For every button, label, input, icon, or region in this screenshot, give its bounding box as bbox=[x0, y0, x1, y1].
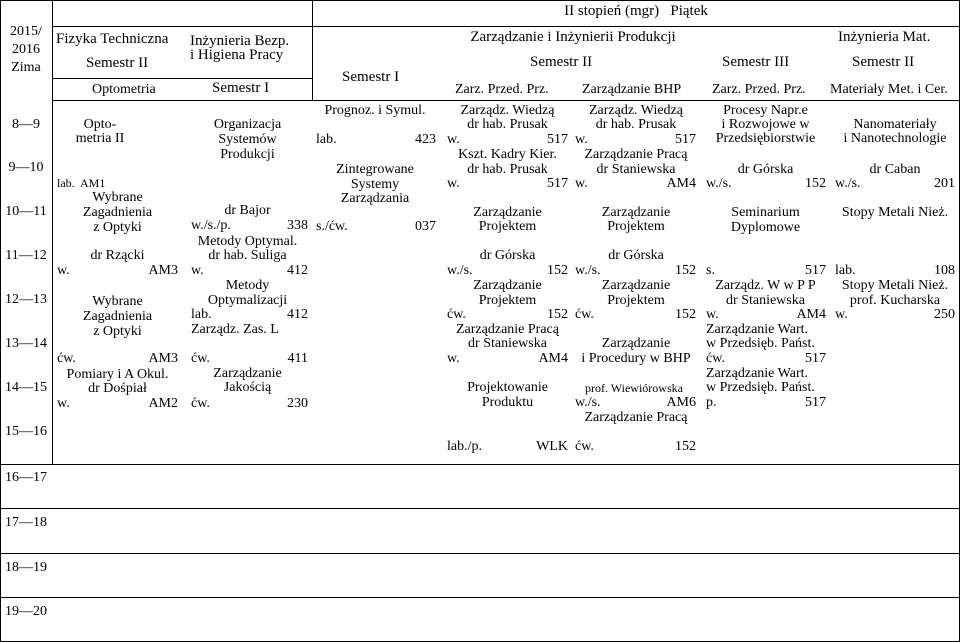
semester-label: Semestr III bbox=[722, 54, 790, 70]
hour-label: 12—13 bbox=[5, 292, 47, 307]
class-type: ćw. bbox=[57, 351, 76, 366]
class-teacher: dr Górska bbox=[608, 248, 664, 263]
class-entry: Zarządz. Wiedzą bbox=[588, 103, 683, 118]
class-room: 152 bbox=[547, 263, 568, 278]
hour-label: 16—17 bbox=[5, 470, 47, 485]
class-room: 517 bbox=[805, 351, 826, 366]
spec-optometria: Optometria bbox=[92, 82, 156, 97]
class-entry: Projektem bbox=[478, 293, 537, 308]
hour-label: 15—16 bbox=[5, 424, 47, 439]
class-entry: Zagadnienia bbox=[82, 205, 153, 220]
class-room: AM4 bbox=[796, 307, 826, 322]
spec-label: Zarządzanie BHP bbox=[582, 82, 682, 97]
class-entry: z Optyki bbox=[93, 324, 142, 339]
class-teacher: dr hab. Prusak bbox=[467, 117, 548, 132]
class-entry: Zarządzanie Pracą bbox=[584, 147, 688, 162]
class-room: 412 bbox=[287, 307, 308, 322]
class-type: lab./p. bbox=[447, 439, 482, 454]
class-type: ćw. bbox=[575, 439, 594, 454]
class-type: s. bbox=[706, 263, 715, 278]
class-type: w./s. bbox=[706, 176, 732, 191]
term-label: Zima bbox=[11, 60, 41, 75]
class-entry: Metody bbox=[225, 278, 270, 293]
year-label: 2015/ bbox=[10, 24, 42, 39]
hour-label: 10—11 bbox=[5, 204, 47, 219]
grid-line bbox=[0, 508, 960, 509]
class-entry: Zarządzanie bbox=[601, 278, 671, 293]
class-entry: Zarządzanie bbox=[473, 278, 542, 293]
class-type: w./s. bbox=[835, 176, 861, 191]
class-type: lab. bbox=[191, 307, 212, 322]
class-type: lab. bbox=[835, 263, 856, 278]
grid-line bbox=[0, 597, 960, 598]
class-entry: Projektem bbox=[607, 219, 665, 234]
class-entry: Wybrane bbox=[92, 190, 143, 205]
class-type: w. bbox=[57, 263, 70, 278]
class-room: 152 bbox=[547, 307, 568, 322]
class-type: w. bbox=[575, 132, 588, 147]
class-type: w. bbox=[191, 263, 204, 278]
class-entry: Prognoz. i Symul. bbox=[324, 103, 426, 118]
class-entry: Przedsiębiorstwie bbox=[715, 131, 816, 146]
class-type: w. bbox=[447, 176, 460, 191]
class-entry: w Przedsięb. Państ. bbox=[706, 380, 815, 395]
field-inz-bezp: Inżynieria Bezp. bbox=[190, 33, 290, 49]
class-type: p. bbox=[706, 395, 717, 410]
grid-line bbox=[0, 464, 960, 465]
class-room: 338 bbox=[287, 218, 308, 233]
class-type: ćw. bbox=[706, 351, 725, 366]
hour-label: 19—20 bbox=[5, 604, 47, 619]
class-entry: Zarządzanie bbox=[601, 205, 671, 220]
class-entry: dr Dośpiał bbox=[88, 381, 147, 396]
spec-label: Materiały Met. i Cer. bbox=[830, 82, 948, 97]
class-entry: Zarządzanie Wart. bbox=[706, 366, 808, 381]
class-entry: Organizacja bbox=[213, 117, 282, 132]
class-entry: Zarządzanie Wart. bbox=[706, 322, 808, 337]
class-room: 152 bbox=[675, 263, 696, 278]
class-entry: Systemów bbox=[218, 132, 277, 147]
class-entry: Opto- bbox=[83, 117, 117, 132]
class-type: ćw. bbox=[447, 307, 466, 322]
class-room: 250 bbox=[934, 307, 955, 322]
hour-label: 17—18 bbox=[5, 515, 47, 530]
class-room: 517 bbox=[805, 263, 826, 278]
class-teacher: dr hab. Prusak bbox=[467, 162, 548, 177]
class-room: 230 bbox=[287, 396, 308, 411]
class-entry: Zagadnienia bbox=[82, 309, 153, 324]
semester-label: Semestr II bbox=[852, 54, 915, 70]
class-entry: Produktu bbox=[481, 395, 534, 410]
class-entry: Stopy Metali Nież. bbox=[841, 278, 949, 293]
semester-label: Semestr I bbox=[212, 80, 270, 96]
class-entry: Projektowanie bbox=[467, 380, 548, 395]
grid-line bbox=[53, 78, 312, 79]
class-entry: i Nanotechnologie bbox=[843, 131, 947, 146]
class-type: w./s. bbox=[575, 395, 601, 410]
class-entry: Projektem bbox=[607, 293, 665, 308]
class-entry: Metody Optymal. bbox=[197, 234, 298, 249]
grid-line bbox=[52, 0, 53, 464]
class-entry: Zarządzania bbox=[340, 191, 410, 206]
class-room: 517 bbox=[547, 176, 568, 191]
class-entry: Kszt. Kadry Kier. bbox=[458, 147, 557, 162]
class-entry: z Optyki bbox=[93, 220, 142, 235]
class-entry: Produkcji bbox=[220, 147, 275, 162]
class-entry: Zarządzanie Pracą bbox=[456, 322, 559, 337]
class-entry: Zintegrowane bbox=[336, 162, 414, 177]
class-teacher: prof. Wiewiórowska bbox=[585, 381, 683, 395]
hour-label: 14—15 bbox=[5, 380, 47, 395]
class-entry: Optymalizacji bbox=[207, 293, 288, 308]
spec-label: Zarz. Przed. Prz. bbox=[712, 82, 806, 97]
grid-line bbox=[0, 553, 960, 554]
class-room: 152 bbox=[675, 439, 696, 454]
class-entry: metria II bbox=[75, 131, 125, 146]
class-entry: i Rozwojowe w bbox=[721, 117, 810, 132]
hour-label: 11—12 bbox=[5, 248, 47, 263]
class-room: 152 bbox=[675, 307, 696, 322]
hour-label: 9—10 bbox=[8, 160, 44, 175]
class-entry: Pomiary i A Okul. bbox=[66, 367, 169, 382]
hour-label: 8—9 bbox=[12, 117, 40, 132]
class-entry: Zarządzanie bbox=[601, 336, 671, 351]
class-type: lab. bbox=[316, 132, 337, 147]
class-entry: i Procedury w BHP bbox=[581, 351, 691, 366]
class-teacher: dr Caban bbox=[869, 162, 921, 177]
class-type: w. bbox=[447, 351, 460, 366]
class-room: 152 bbox=[805, 176, 826, 191]
header-degree-day: II stopień (mgr) Piątek bbox=[564, 3, 708, 19]
class-type: ćw. bbox=[191, 396, 210, 411]
class-teacher: dr hab. Prusak bbox=[595, 117, 677, 132]
class-type: w. bbox=[57, 396, 70, 411]
class-room: 517 bbox=[547, 132, 568, 147]
class-entry: Procesy Napr.e bbox=[723, 103, 808, 118]
class-room: 517 bbox=[675, 132, 696, 147]
class-room: WLK bbox=[536, 439, 568, 454]
class-room: AM3 bbox=[148, 351, 178, 366]
class-room: AM4 bbox=[666, 176, 696, 191]
class-room: 423 bbox=[415, 132, 436, 147]
class-room: 108 bbox=[934, 263, 955, 278]
class-entry: Zarządz. Wiedzą bbox=[460, 103, 555, 118]
class-room: AM4 bbox=[538, 351, 568, 366]
class-teacher: dr Bajor bbox=[224, 203, 271, 218]
spec-label: Zarz. Przed. Prz. bbox=[455, 82, 549, 97]
class-type: ćw. bbox=[575, 307, 594, 322]
class-room: 201 bbox=[934, 176, 955, 191]
class-type: w./s. bbox=[575, 263, 601, 278]
class-entry: Zarządz. W w P P bbox=[715, 278, 816, 293]
class-type: w. bbox=[835, 307, 848, 322]
class-entry: Zarządz. Zas. L bbox=[191, 322, 279, 337]
class-entry: Systemy bbox=[350, 177, 400, 192]
class-type: w./s./p. bbox=[191, 218, 231, 233]
class-room: AM3 bbox=[148, 263, 178, 278]
class-teacher: dr Staniewska bbox=[596, 162, 676, 177]
class-entry: w Przedsięb. Państ. bbox=[706, 336, 815, 351]
field-inz-bezp: i Higiena Pracy bbox=[190, 47, 284, 63]
field-zip: Zarządzanie i Inżynierii Produkcji bbox=[470, 29, 676, 45]
class-entry: Jakością bbox=[223, 380, 272, 395]
year-label: 2016 bbox=[12, 42, 40, 57]
semester-label: Semestr II bbox=[86, 55, 149, 71]
hour-label: 13—14 bbox=[5, 336, 47, 351]
class-entry: Zarządzanie bbox=[213, 366, 282, 381]
semester-label: Semestr I bbox=[342, 69, 400, 85]
class-entry: Wybrane bbox=[92, 294, 143, 309]
class-entry: Zarządzanie bbox=[473, 205, 542, 220]
class-room: 517 bbox=[805, 395, 826, 410]
grid-line bbox=[0, 0, 1, 642]
class-room: lab. AM1 bbox=[57, 176, 106, 190]
class-room: 411 bbox=[287, 351, 308, 366]
class-teacher: dr Staniewska bbox=[468, 336, 547, 351]
class-type: s./ćw. bbox=[316, 219, 348, 234]
class-entry: Nanomateriały bbox=[853, 117, 937, 132]
class-room: AM2 bbox=[148, 396, 178, 411]
semester-label: Semestr II bbox=[530, 54, 593, 70]
grid-line bbox=[53, 100, 959, 101]
class-teacher: dr Staniewska bbox=[726, 293, 805, 308]
class-teacher: dr Górska bbox=[737, 162, 794, 177]
hour-label: 18—19 bbox=[5, 560, 47, 575]
class-entry: Stopy Metali Nież. bbox=[841, 205, 949, 220]
class-type: w./s. bbox=[447, 263, 473, 278]
class-entry: Zarządzanie Pracą bbox=[584, 410, 688, 425]
class-entry: Seminarium bbox=[731, 205, 800, 220]
class-type: w. bbox=[575, 176, 588, 191]
grid-line bbox=[53, 26, 959, 27]
field-fizyka: Fizyka Techniczna bbox=[56, 31, 169, 47]
class-entry: dr Rzącki bbox=[90, 248, 145, 263]
class-room: AM6 bbox=[666, 395, 696, 410]
field-inz-mat: Inżynieria Mat. bbox=[838, 29, 931, 45]
class-type: w. bbox=[447, 132, 460, 147]
grid-line bbox=[0, 0, 960, 1]
class-entry: dr hab. Suliga bbox=[208, 248, 287, 263]
class-room: 037 bbox=[415, 219, 436, 234]
class-type: w. bbox=[706, 307, 719, 322]
class-type: ćw. bbox=[191, 351, 210, 366]
class-teacher: prof. Kucharska bbox=[849, 293, 941, 308]
class-entry: Dyplomowe bbox=[730, 220, 801, 235]
class-room: 412 bbox=[287, 263, 308, 278]
class-teacher: dr Górska bbox=[479, 248, 536, 263]
class-entry: Projektem bbox=[478, 219, 537, 234]
